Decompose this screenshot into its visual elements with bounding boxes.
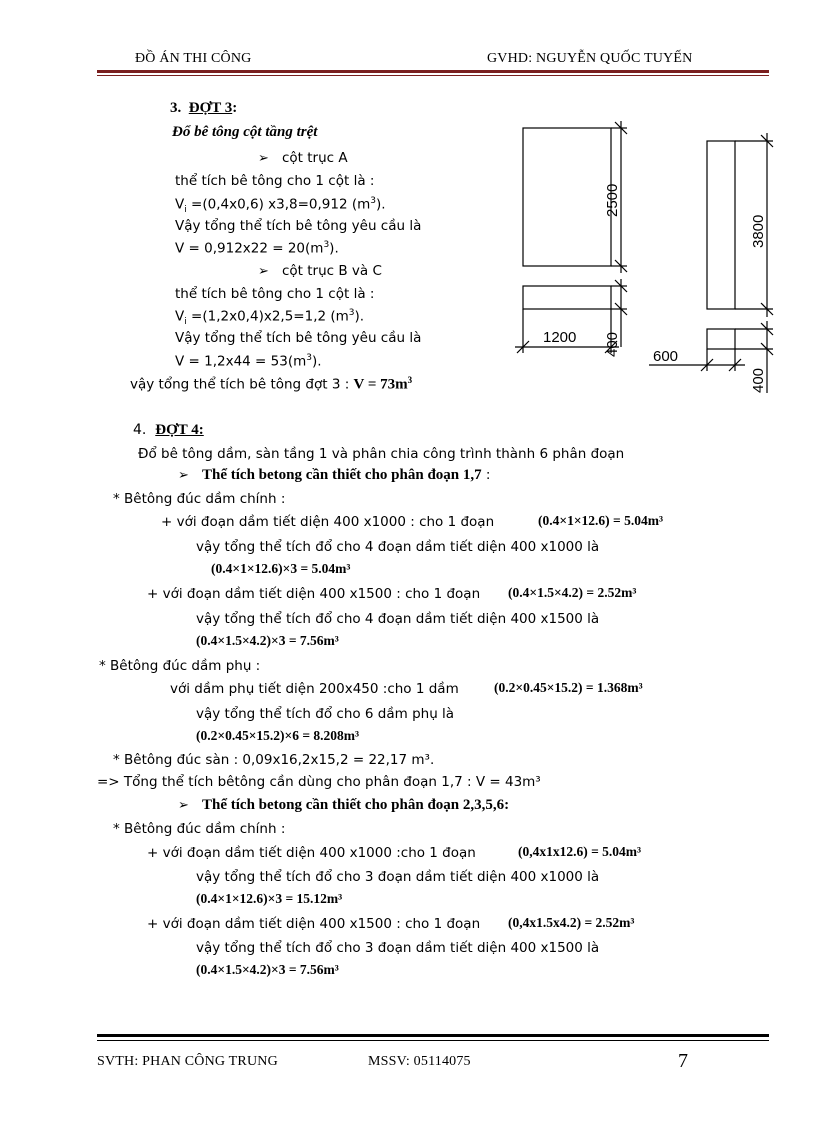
dim-2500: 2500 <box>604 183 621 217</box>
dot4-f6: (0.2×0.45×15.2)×6 = 8.208m³ <box>196 728 360 743</box>
dot4-f4: (0.4×1.5×4.2)×3 = 7.56m³ <box>196 633 339 648</box>
dot3-sum: vậy tổng thể tích bê tông đợt 3 : $V = 73m^3$ <box>130 375 413 393</box>
dot4-l8: vậy tổng thể tích đổ cho 3 đoạn dầm tiết diện 400 x1000 là <box>196 869 600 885</box>
header-right: GVHD: NGUYỄN QUỐC TUYẾN <box>487 51 693 66</box>
dot4-l3: + với đoạn dầm tiết diện 400 x1500 : cho 1 đoạn <box>147 586 481 602</box>
column-a-elevation <box>523 128 611 266</box>
dot4-beam-main-2: * Bêtông đúc dầm chính : <box>113 821 286 837</box>
dot4-l4: vậy tổng thể tích đổ cho 4 đoạn dầm tiết diện 400 x1500 là <box>196 611 600 627</box>
bullet-arrow-icon: ➢ <box>178 798 189 813</box>
dot4-f10: (0.4×1.5×4.2)×3 = 7.56m³ <box>196 962 339 977</box>
dim-600: 600 <box>653 348 679 365</box>
column-bc-section <box>707 329 735 349</box>
dot3-vol-one-2: thể tích bê tông cho 1 cột là : <box>175 286 375 302</box>
dot4-heading: 4. ĐỢT 4: <box>133 422 204 438</box>
bullet-arrow-icon: ➢ <box>178 468 189 483</box>
dot4-f7: (0,4x1x12.6) = 5.04m³ <box>518 844 642 859</box>
dot4-intro: Đổ bê tông dầm, sàn tầng 1 và phân chia công trình thành 6 phân đoạn <box>138 446 625 462</box>
dot4-l5: với dầm phụ tiết diện 200x450 :cho 1 dầm <box>170 681 459 697</box>
dot4-f1: (0.4×1×12.6) = 5.04m³ <box>538 513 663 528</box>
dot3-title: ĐỢT 3 <box>188 100 233 116</box>
footer-rule-thin <box>97 1040 769 1041</box>
dot3-vi1: $V_i =(0,4x0,6)$ x3,8=0,912 $(m^3)$. <box>175 196 386 216</box>
bullet-arrow-icon: ➢ <box>258 151 269 166</box>
footer-student: SVTH: PHAN CÔNG TRUNG <box>97 1054 278 1069</box>
dot4-f3: (0.4×1.5×4.2) = 2.52m³ <box>508 585 637 600</box>
dot4-beam-main: * Bêtông đúc dầm chính : <box>113 491 286 507</box>
page-number: 7 <box>678 1050 688 1072</box>
dot3-subtitle: Đổ bê tông cột tầng trệt <box>172 124 318 140</box>
dot3-total-2: Vậy tổng thể tích bê tông yêu cầu là <box>175 330 422 346</box>
dot4-l9: + với đoạn dầm tiết diện 400 x1500 : cho 1 đoạn <box>147 916 481 932</box>
dot4-f9: (0,4x1.5x4.2) = 2.52m³ <box>508 915 635 930</box>
dot4-l7: + với đoạn dầm tiết diện 400 x1000 :cho 1 đoạn <box>147 845 476 861</box>
dot3-total-1: Vậy tổng thể tích bê tông yêu cầu là <box>175 218 422 234</box>
dot4-l2: vậy tổng thể tích đổ cho 4 đoạn dầm tiết diện 400 x1000 là <box>196 539 600 555</box>
dot4-slab: * Bêtông đúc sàn : 0,09x16,2x15,2 = 22,17 m³. <box>113 752 435 768</box>
column-bc-elevation <box>707 141 735 309</box>
column-a-section <box>523 286 611 309</box>
dot3-vol-one-1: thể tích bê tông cho 1 cột là : <box>175 173 375 189</box>
dot3-colBC: ➢ cột trục B và C <box>258 263 382 279</box>
dim-400-b: 400 <box>750 367 767 393</box>
dim-400-a: 400 <box>604 331 621 357</box>
dot3-vi2: $V_i =(1,2x0,4)x2,5=1,2$ $(m^3)$. <box>175 308 365 328</box>
dim-3800: 3800 <box>750 214 767 248</box>
dot4-l6: vậy tổng thể tích đổ cho 6 dầm phụ là <box>196 706 455 722</box>
dot3-v1: $V = 0,912x22 = 20(m^3)$. <box>175 240 339 257</box>
bullet-arrow-icon: ➢ <box>258 264 269 279</box>
footer-mssv: MSSV: 05114075 <box>368 1054 471 1069</box>
dot3-colA: ➢ cột trục A <box>258 150 348 166</box>
column-dimension-figure <box>505 113 785 398</box>
dot4-title: ĐỢT 4: <box>155 422 204 438</box>
dim-1200: 1200 <box>543 329 577 346</box>
dot4-beam-sub: * Bêtông đúc dầm phụ : <box>99 658 261 674</box>
dot4-sec2: ➢ Thể tích betong cần thiết cho phân đoạn 2,3,5,6: <box>178 797 510 813</box>
footer-rule <box>97 1034 769 1037</box>
dot3-v2: $V = 1,2x44 = 53(m^3)$. <box>175 353 322 370</box>
dot4-sec1: ➢ Thể tích betong cần thiết cho phân đoạn 1,7 : <box>178 467 491 483</box>
dot4-total17: => Tổng thể tích bêtông cần dùng cho phân đoạn 1,7 : V = 43m³ <box>97 774 541 790</box>
dot3-heading: 3. ĐỢT 3: <box>170 100 238 116</box>
dot4-f2: (0.4×1×12.6)×3 = 5.04m³ <box>211 561 351 576</box>
dot4-l10: vậy tổng thể tích đổ cho 3 đoạn dầm tiết diện 400 x1500 là <box>196 940 600 956</box>
dot4-l1: + với đoạn dầm tiết diện 400 x1000 : cho 1 đoạn <box>161 514 495 530</box>
header-left: ĐỒ ÁN THI CÔNG <box>135 51 252 66</box>
dot4-f5: (0.2×0.45×15.2) = 1.368m³ <box>494 680 643 695</box>
dot4-f8: (0.4×1×12.6)×3 = 15.12m³ <box>196 891 343 906</box>
